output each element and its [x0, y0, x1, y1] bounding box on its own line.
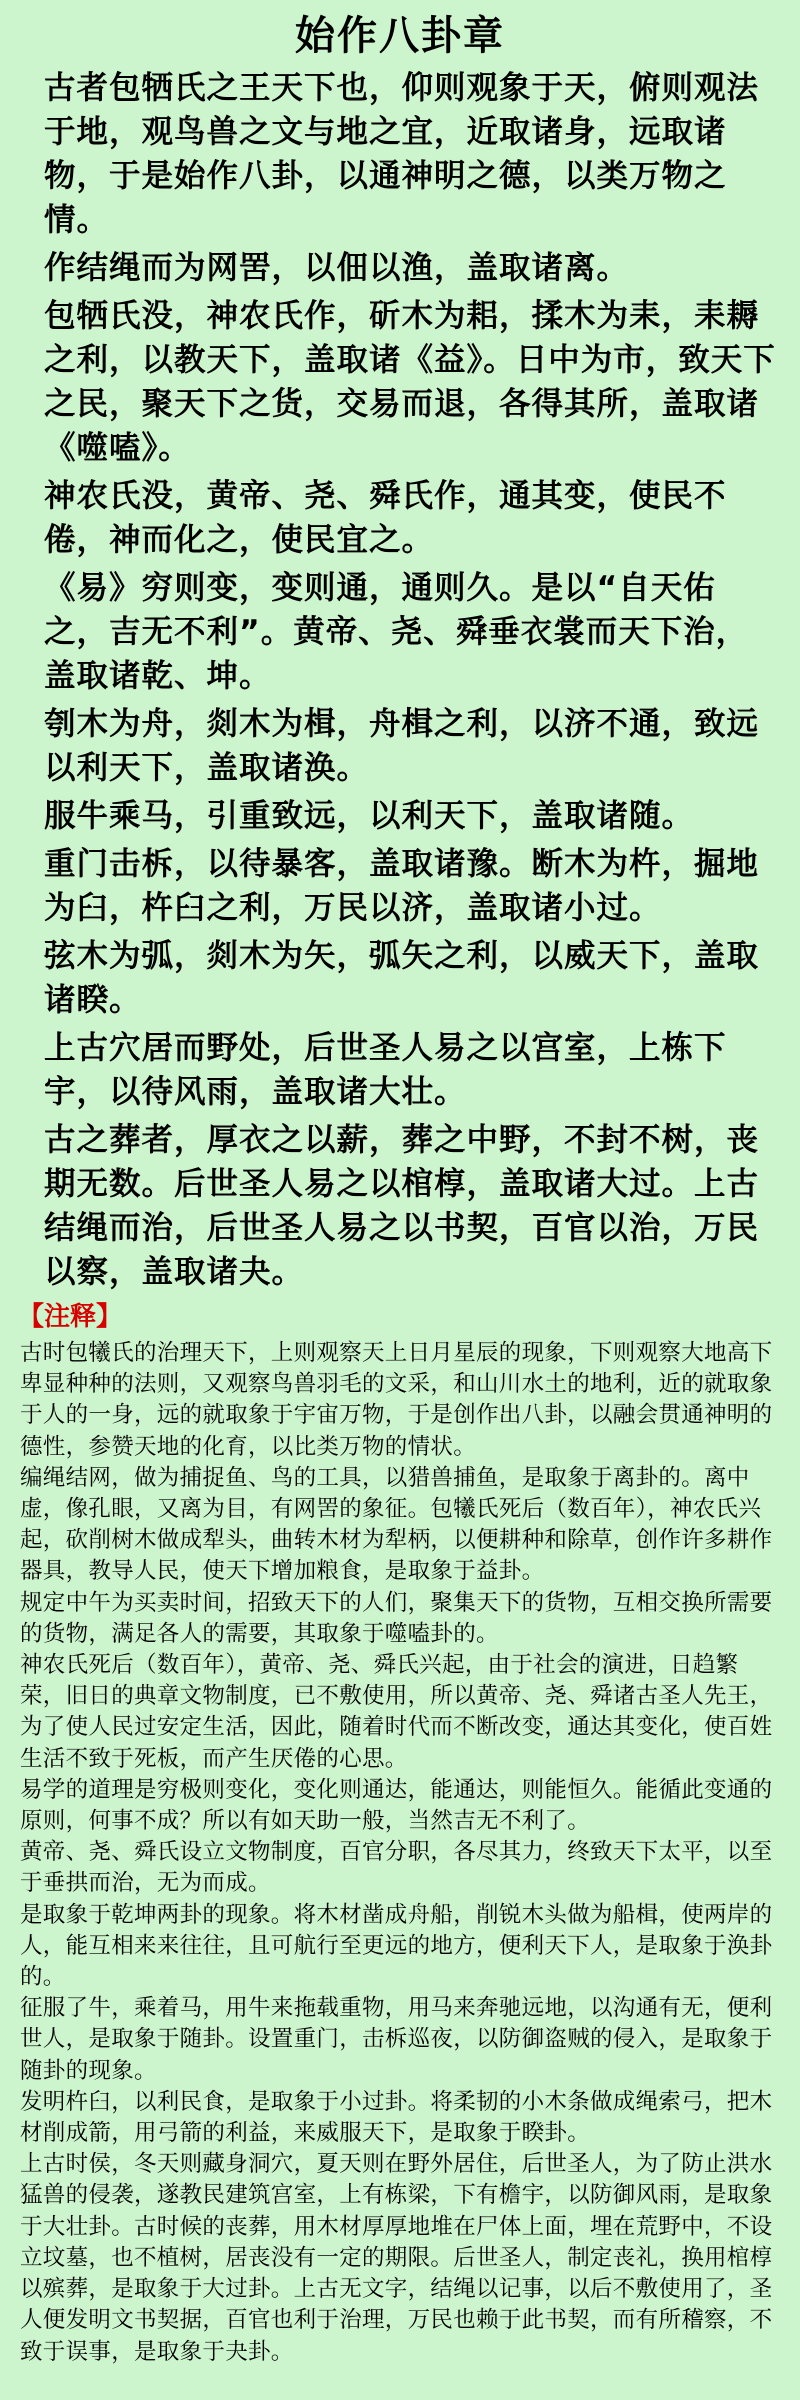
- note-paragraph: 古时包犧氏的治理天下，上则观察天上日月星辰的现象，下则观察大地高下卑显种种的法则，又观察鸟兽羽毛的文采，和山川水土的地利，近的就取象于人的一身，远的就取象于宇宙万物，于是创作出八卦，以融会贯通神明的德性，参赞天地的化育，以比类万物的情状。: [20, 1340, 773, 1460]
- main-paragraph: 《易》穷则变，变则通，通则久。是以“自天佑之，吉无不利”。黄帝、尧、舜垂衣裳而天下治，盖取诸乾、坤。: [44, 570, 749, 694]
- article-title: 始作八卦章: [295, 13, 505, 59]
- main-paragraph: 古之葬者，厚衣之以薪，葬之中野，不封不树，丧期无数。后世圣人易之以棺椁，盖取诸大过。上古结绳而治，后世圣人易之以书契，百官以治，万民以察，盖取诸夬。: [44, 1122, 760, 1290]
- note-paragraph: 征服了牛，乘着马，用牛来拖载重物，用马来奔驰远地，以沟通有无，便利世人，是取象于随卦。设置重门，击柝巡夜，以防御盗贼的侵入，是取象于随卦的现象。: [20, 1995, 773, 2084]
- note-paragraph: 编绳结网，做为捕捉鱼、鸟的工具，以猎兽捕鱼，是取象于离卦的。离中虚，像孔眼，又离为目，有网罟的象征。包犧氏死后（数百年），神农氏兴起，砍削树木做成犁头，曲转木材为犁柄，以便耕种和除草，创作许多耕作器具，教导人民，使天下增加粮食，是取象于益卦。: [20, 1464, 773, 1585]
- note-paragraph: 发明杵臼，以利民食，是取象于小过卦。将柔韧的小木条做成绳索弓，把木材削成箭，用弓箭的利益，来威服天下，是取象于睽卦。: [20, 2088, 773, 2147]
- main-text: [18, 66, 782, 1294]
- note-paragraph: 上古时侯，冬天则藏身洞穴，夏天则在野外居住，后世圣人，为了防止洪水猛兽的侵袭，遂教民建筑宫室，上有栋梁，下有檐宇，以防御风雨，是取象于大壮卦。古时候的丧葬，用木材厚厚地堆在尸体上面，埋在荒野中，不设立坟墓，也不植树，居丧没有一定的期限。后世圣人，制定丧礼，换用棺椁以殡葬，是取象于大过卦。上古无文字，结绳以记事，以后不敷使用了，圣人便发明文书契据，百官也利于治理，万民也赖于此书契，而有所稽察，不致于误事，是取象于夬卦。: [20, 2151, 773, 2365]
- notes-text: [18, 1338, 782, 2368]
- note-paragraph: 神农氏死后（数百年），黄帝、尧、舜氏兴起，由于社会的演进，日趋繁荣，旧日的典章文物制度，已不敷使用，所以黄帝、尧、舜诸古圣人先王，为了使人民过安定生活，因此，随着时代而不断改变，通达其变化，使百姓生活不致于死板，而产生厌倦的心思。: [20, 1652, 773, 1772]
- main-paragraph: 包牺氏没，神农氏作，斫木为耜，揉木为耒，耒耨之利，以教天下，盖取诸《益》。日中为市，致天下之民，聚天下之货，交易而退，各得其所，盖取诸《噬嗑》。: [44, 298, 776, 466]
- notes-heading: 【注释】: [18, 1302, 123, 1332]
- main-paragraph: 重门击柝，以待暴客，盖取诸豫。断木为杵，掘地为臼，杵臼之利，万民以济，盖取诸小过。: [44, 846, 760, 926]
- note-paragraph: 是取象于乾坤两卦的现象。将木材凿成舟船，削锐木头做为船楫，使两岸的人，能互相来来往往，且可航行至更远的地方，便利天下人，是取象于涣卦的。: [20, 1901, 773, 1991]
- main-paragraph: 弦木为弧，剡木为矢，弧矢之利，以威天下，盖取诸睽。: [44, 938, 760, 1018]
- main-paragraph: 神农氏没，黄帝、尧、舜氏作，通其变，使民不倦，神而化之，使民宜之。: [44, 478, 727, 558]
- main-paragraph: 上古穴居而野处，后世圣人易之以宫室，上栋下宇，以待风雨，盖取诸大壮。: [44, 1030, 727, 1110]
- note-paragraph: 黄帝、尧、舜氏设立文物制度，百官分职，各尽其力，终致天下太平，以至于垂拱而治，无为而成。: [20, 1839, 773, 1897]
- note-paragraph: 易学的道理是穷极则变化，变化则通达，能通达，则能恒久。能循此变通的原则，何事不成？所以有如天助一般，当然吉无不利了。: [20, 1776, 773, 1835]
- main-paragraph: 刳木为舟，剡木为楫，舟楫之利，以济不通，致远以利天下，盖取诸涣。: [44, 706, 760, 786]
- main-paragraph: 古者包牺氏之王天下也，仰则观象于天，俯则观法于地，观鸟兽之文与地之宜，近取诸身，远取诸物，于是始作八卦，以通神明之德，以类万物之情。: [44, 70, 760, 238]
- main-paragraph: 作结绳而为网罟，以佃以渔，盖取诸离。: [44, 250, 630, 286]
- main-paragraph: 服牛乘马，引重致远，以利天下，盖取诸随。: [44, 798, 695, 834]
- note-paragraph: 规定中午为买卖时间，招致天下的人们，聚集天下的货物，互相交换所需要的货物，满足各人的需要，其取象于噬嗑卦的。: [20, 1589, 773, 1647]
